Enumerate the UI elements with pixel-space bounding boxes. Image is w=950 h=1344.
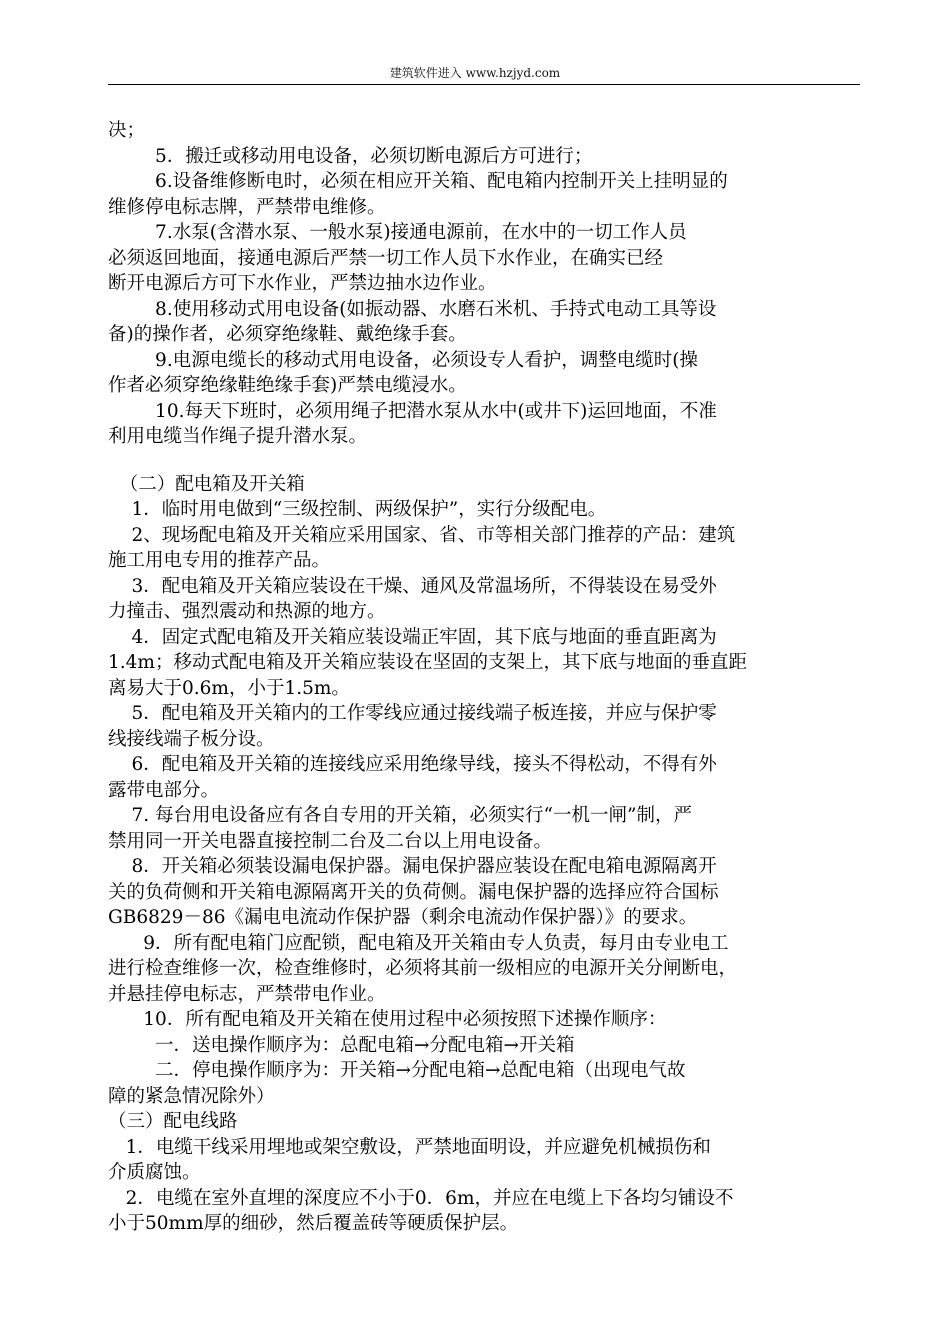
text-line: 进行检查维修一次，检查维修时，必须将其前一级相应的电源开关分闸断电，: [108, 958, 738, 979]
text-line: 5．配电箱及开关箱内的工作零线应通过接线端子板连接，并应与保护零: [108, 703, 717, 724]
text-line: 决；: [108, 120, 146, 141]
text-line: 小于50mm厚的细砂，然后覆盖砖等硬质保护层。: [108, 1213, 519, 1234]
text-line: 露带电部分。: [108, 779, 220, 801]
text-line: 9.电源电缆长的移动式用电设备，必须设专人看护，调整电缆时(操: [108, 349, 698, 371]
section-heading: （三）配电线路: [108, 1111, 238, 1132]
text-line: 力撞击、强烈震动和热源的地方。: [108, 601, 386, 622]
header-divider: [108, 84, 860, 85]
text-line: 9．所有配电箱门应配锁，配电箱及开关箱由专人负责，每月由专业电工: [108, 932, 729, 954]
text-line: 7.水泵(含潜水泵、一般水泵)接通电源前，在水中的一切工作人员: [108, 222, 687, 243]
text-line: 8.使用移动式用电设备(如振动器、水磨石米机、手持式电动工具等设: [108, 298, 717, 320]
text-line: 作者必须穿绝缘鞋绝缘手套)严禁电缆浸水。: [108, 375, 467, 396]
text-line: 维修停电标志牌，严禁带电维修。: [108, 196, 386, 218]
page-header: 建筑软件进入 www.hzjyd.com: [389, 66, 561, 80]
text-line: 2、现场配电箱及开关箱应采用国家、省、市等相关部门推荐的产品：建筑: [108, 524, 736, 546]
text-line: 1．电缆干线采用埋地或架空敷设，严禁地面明设，并应避免机械损伤和: [108, 1136, 711, 1158]
text-line: 2．电缆在室外直埋的深度应不小于0．6m，并应在电缆上下各均匀铺设不: [108, 1187, 734, 1209]
text-line: 障的紧急情况除外）: [108, 1085, 275, 1107]
text-line: 禁用同一开关电器直接控制二台及二台以上用电设备。: [108, 830, 553, 852]
text-line: GB6829－86《漏电电流动作保护器（剩余电流动作保护器）》的要求。: [108, 907, 698, 928]
text-line: 利用电缆当作绳子提升潜水泵。: [108, 426, 368, 447]
text-line: 1.4m；移动式配电箱及开关箱应装设在坚固的支架上，其下底与地面的垂直距: [108, 652, 747, 673]
text-line: 5．搬迁或移动用电设备，必须切断电源后方可进行；: [108, 145, 593, 167]
text-line: 必须返回地面，接通电源后严禁一切工作人员下水作业，在确实已经: [108, 247, 664, 269]
text-line: 关的负荷侧和开关箱电源隔离开关的负荷侧。漏电保护器的选择应符合国标: [108, 881, 719, 903]
body-text: [108, 118, 860, 1237]
text-line: 备)的操作者，必须穿绝缘鞋、戴绝缘手套。: [108, 324, 467, 345]
text-line: 一．送电操作顺序为：总配电箱→分配电箱→开关箱: [108, 1034, 575, 1056]
text-line: 8．开关箱必须装设漏电保护器。漏电保护器应装设在配电箱电源隔离开: [108, 856, 717, 877]
text-line: 并悬挂停电标志，严禁带电作业。: [108, 983, 386, 1005]
text-line: 6.设备维修断电时，必须在相应开关箱、配电箱内控制开关上挂明显的: [108, 171, 728, 192]
text-line: 3．配电箱及开关箱应装设在干燥、通风及常温场所，不得装设在易受外: [108, 575, 717, 597]
text-line: 4．固定式配电箱及开关箱应装设端正牢固，其下底与地面的垂直距离为: [108, 626, 717, 648]
text-line: 断开电源后方可下水作业，严禁边抽水边作业。: [108, 273, 497, 294]
text-line: 离易大于0.6m，小于1.5m。: [108, 677, 350, 699]
text-line: 10．所有配电箱及开关箱在使用过程中必须按照下述操作顺序：: [108, 1009, 667, 1030]
paragraph-gap: [108, 450, 860, 472]
text-line: 6．配电箱及开关箱的连接线应采用绝缘导线，接头不得松动，不得有外: [108, 754, 717, 775]
text-line: 介质腐蚀。: [108, 1162, 201, 1183]
text-line: 线接线端子板分设。: [108, 728, 275, 750]
section-heading: （二）配电箱及开关箱: [108, 473, 305, 495]
text-line: 二．停电操作顺序为：开关箱→分配电箱→总配电箱（出现电气故: [108, 1060, 686, 1081]
text-line: 10.每天下班时，必须用绳子把潜水泵从水中(或井下)运回地面，不准: [108, 400, 717, 422]
text-line: 施工用电专用的推荐产品。: [108, 550, 331, 571]
text-line: 1．临时用电做到“三级控制、两级保护”，实行分级配电。: [108, 499, 607, 520]
text-line: 7. 每台用电设备应有各自专用的开关箱，必须实行“一机一闸”制，严: [108, 805, 692, 826]
